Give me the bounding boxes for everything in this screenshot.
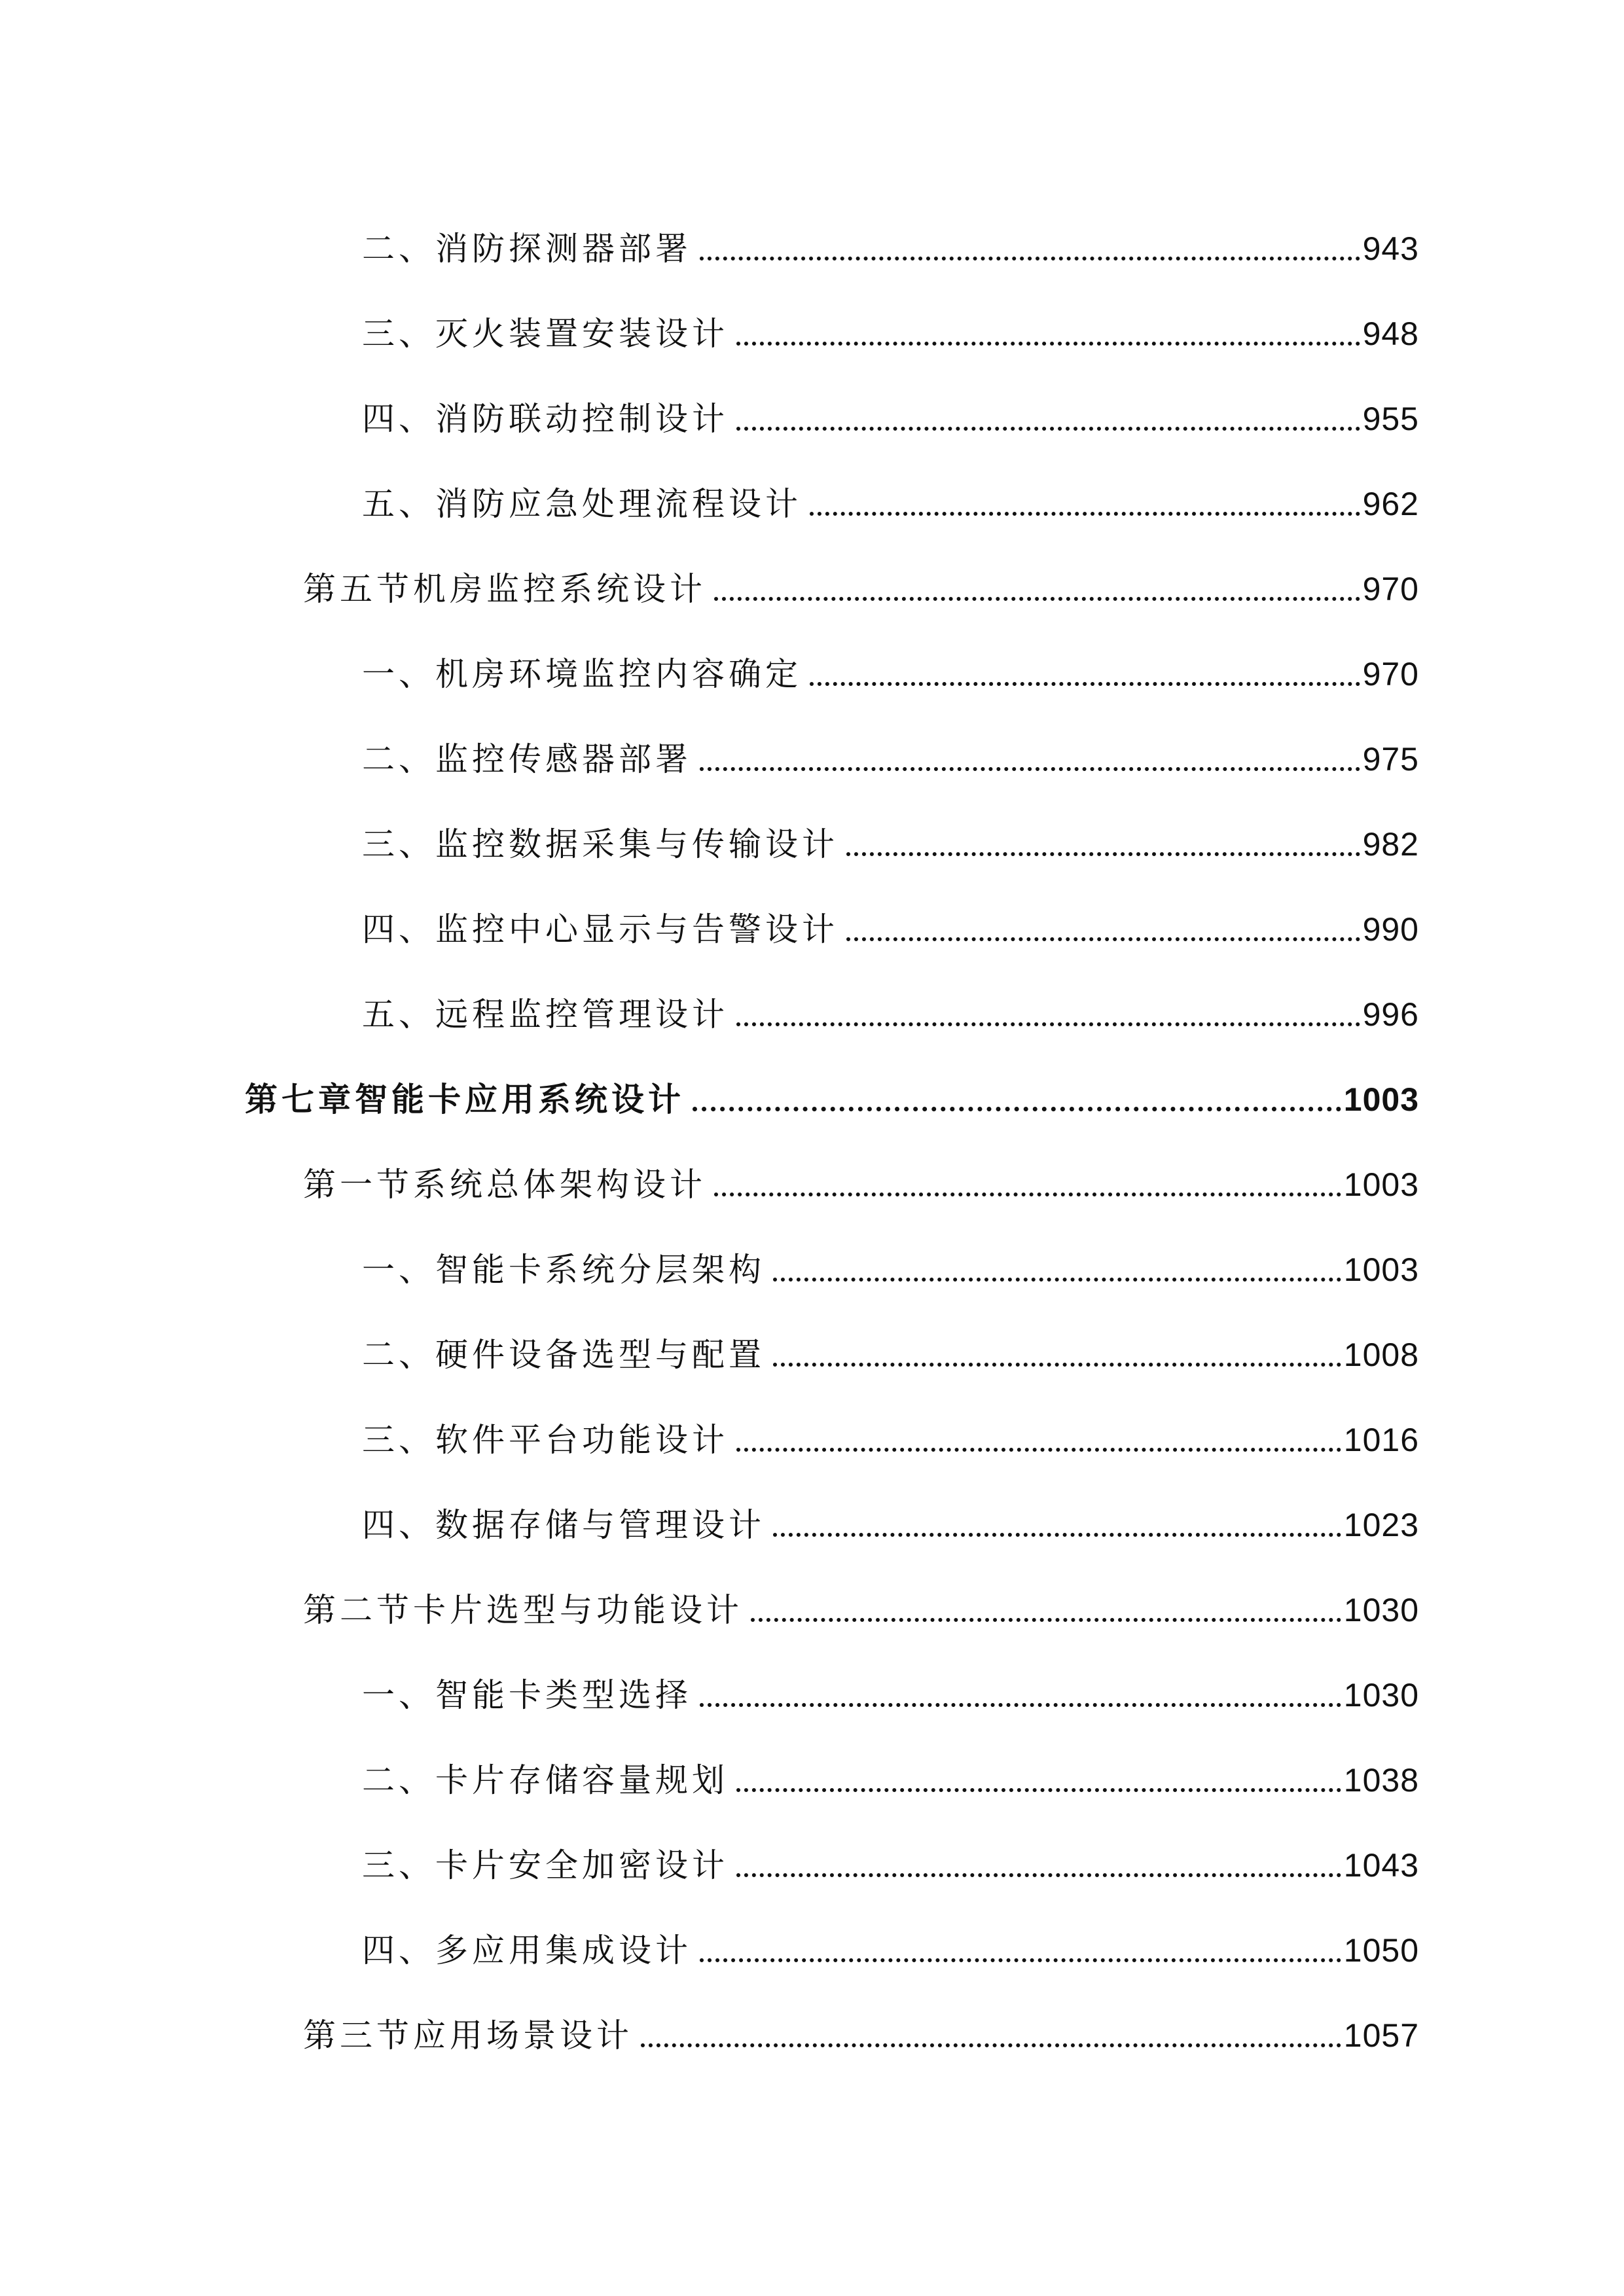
toc-entry[interactable] bbox=[0, 877, 1419, 949]
toc-entry[interactable] bbox=[0, 1643, 1419, 1715]
toc-entry[interactable] bbox=[0, 1898, 1419, 1970]
toc-entry-title: 四、消防联动控制设计 bbox=[362, 400, 729, 438]
toc-entry-page: 955 bbox=[1362, 401, 1419, 437]
toc-entry[interactable] bbox=[0, 1558, 1419, 1630]
toc-leader-dots bbox=[773, 1278, 1341, 1282]
toc-entry-page: 1008 bbox=[1343, 1336, 1419, 1373]
toc-entry[interactable] bbox=[0, 707, 1419, 779]
toc-entry-title: 二、卡片存储容量规划 bbox=[362, 1761, 729, 1799]
toc-entry[interactable] bbox=[0, 1728, 1419, 1800]
toc-leader-dots bbox=[700, 1958, 1341, 1962]
toc-entry[interactable] bbox=[0, 1983, 1419, 2055]
toc-entry-page: 1016 bbox=[1343, 1422, 1419, 1458]
toc-entry[interactable] bbox=[0, 792, 1419, 864]
toc-entry-page: 1030 bbox=[1343, 1592, 1419, 1628]
toc-entry-title: 五、远程监控管理设计 bbox=[362, 996, 729, 1033]
toc-entry-title: 四、监控中心显示与告警设计 bbox=[362, 910, 839, 948]
toc-leader-dots bbox=[846, 852, 1360, 856]
toc-entry-page: 943 bbox=[1362, 230, 1419, 267]
toc-entry-page: 975 bbox=[1362, 741, 1419, 778]
toc-entry-title: 第二节卡片选型与功能设计 bbox=[303, 1591, 743, 1629]
toc-leader-dots bbox=[700, 767, 1360, 771]
toc-entry[interactable] bbox=[0, 1132, 1419, 1204]
toc-entry-title: 五、消防应急处理流程设计 bbox=[362, 485, 802, 523]
toc-entry[interactable] bbox=[0, 1302, 1419, 1374]
toc-leader-dots bbox=[736, 342, 1360, 346]
toc-entry-page: 948 bbox=[1362, 315, 1419, 352]
toc-entry-title: 第三节应用场景设计 bbox=[303, 2017, 633, 2054]
toc-entry-page: 970 bbox=[1362, 571, 1419, 607]
toc-entry-title: 三、灭火装置安装设计 bbox=[362, 315, 729, 353]
toc-entry-title: 第七章智能卡应用系统设计 bbox=[245, 1081, 685, 1119]
toc-entry-page: 1003 bbox=[1343, 1081, 1419, 1118]
toc-entry-title: 一、机房环境监控内容确定 bbox=[362, 655, 802, 693]
toc-entry-title: 第五节机房监控系统设计 bbox=[303, 570, 706, 608]
toc-entry[interactable] bbox=[0, 196, 1419, 268]
toc-entry-page: 982 bbox=[1362, 826, 1419, 863]
toc-leader-dots bbox=[714, 597, 1360, 601]
toc-leader-dots bbox=[714, 1193, 1341, 1196]
toc-leader-dots bbox=[810, 682, 1360, 686]
toc-entry-title: 四、数据存储与管理设计 bbox=[362, 1506, 765, 1544]
toc-entry-page: 1050 bbox=[1343, 1932, 1419, 1969]
toc-entry-page: 1043 bbox=[1343, 1847, 1419, 1884]
toc-leader-dots bbox=[693, 1107, 1341, 1111]
toc-entry[interactable] bbox=[0, 367, 1419, 439]
toc-leader-dots bbox=[736, 1788, 1341, 1792]
toc-entry-title: 一、智能卡系统分层架构 bbox=[362, 1251, 765, 1289]
toc-entry[interactable] bbox=[0, 1813, 1419, 1885]
toc-entry-page: 1057 bbox=[1343, 2017, 1419, 2054]
toc-entry-page: 1030 bbox=[1343, 1677, 1419, 1713]
toc-entry-title: 三、卡片安全加密设计 bbox=[362, 1846, 729, 1884]
toc-entry-title: 二、硬件设备选型与配置 bbox=[362, 1336, 765, 1374]
toc-entry-page: 1003 bbox=[1343, 1166, 1419, 1203]
toc-entry-title: 二、消防探测器部署 bbox=[362, 230, 692, 268]
toc-leader-dots bbox=[846, 937, 1360, 941]
toc-entry[interactable] bbox=[0, 1473, 1419, 1545]
toc-leader-dots bbox=[700, 257, 1360, 260]
toc-entry-title: 三、软件平台功能设计 bbox=[362, 1421, 729, 1459]
toc-entry[interactable] bbox=[0, 452, 1419, 524]
toc-entry-page: 1023 bbox=[1343, 1507, 1419, 1543]
toc-leader-dots bbox=[736, 1448, 1341, 1452]
toc-leader-dots bbox=[810, 512, 1360, 516]
toc-entry[interactable] bbox=[0, 1217, 1419, 1289]
toc-entry[interactable] bbox=[0, 1388, 1419, 1460]
toc-entry-title: 第一节系统总体架构设计 bbox=[303, 1166, 706, 1204]
toc-entry[interactable] bbox=[0, 962, 1419, 1034]
toc-entry-page: 990 bbox=[1362, 911, 1419, 948]
toc-entry-title: 一、智能卡类型选择 bbox=[362, 1676, 692, 1714]
toc-leader-dots bbox=[773, 1363, 1341, 1367]
toc-entry-page: 1003 bbox=[1343, 1251, 1419, 1288]
toc-entry[interactable] bbox=[0, 622, 1419, 694]
toc-leader-dots bbox=[773, 1533, 1341, 1537]
toc-entry-page: 970 bbox=[1362, 656, 1419, 692]
toc-entry-page: 962 bbox=[1362, 486, 1419, 522]
toc-leader-dots bbox=[736, 1022, 1360, 1026]
toc-entry-title: 四、多应用集成设计 bbox=[362, 1931, 692, 1969]
toc-entry-page: 996 bbox=[1362, 996, 1419, 1033]
toc-entry-title: 三、监控数据采集与传输设计 bbox=[362, 825, 839, 863]
toc-leader-dots bbox=[641, 2043, 1341, 2047]
toc-entry-page: 1038 bbox=[1343, 1762, 1419, 1799]
toc-entry[interactable] bbox=[0, 281, 1419, 353]
toc-chapter-entry[interactable] bbox=[0, 1047, 1419, 1119]
toc-leader-dots bbox=[736, 1873, 1341, 1877]
toc-leader-dots bbox=[736, 427, 1360, 431]
toc-entry[interactable] bbox=[0, 537, 1419, 609]
toc-leader-dots bbox=[751, 1618, 1341, 1622]
toc-entry-title: 二、监控传感器部署 bbox=[362, 740, 692, 778]
toc-leader-dots bbox=[700, 1703, 1341, 1707]
